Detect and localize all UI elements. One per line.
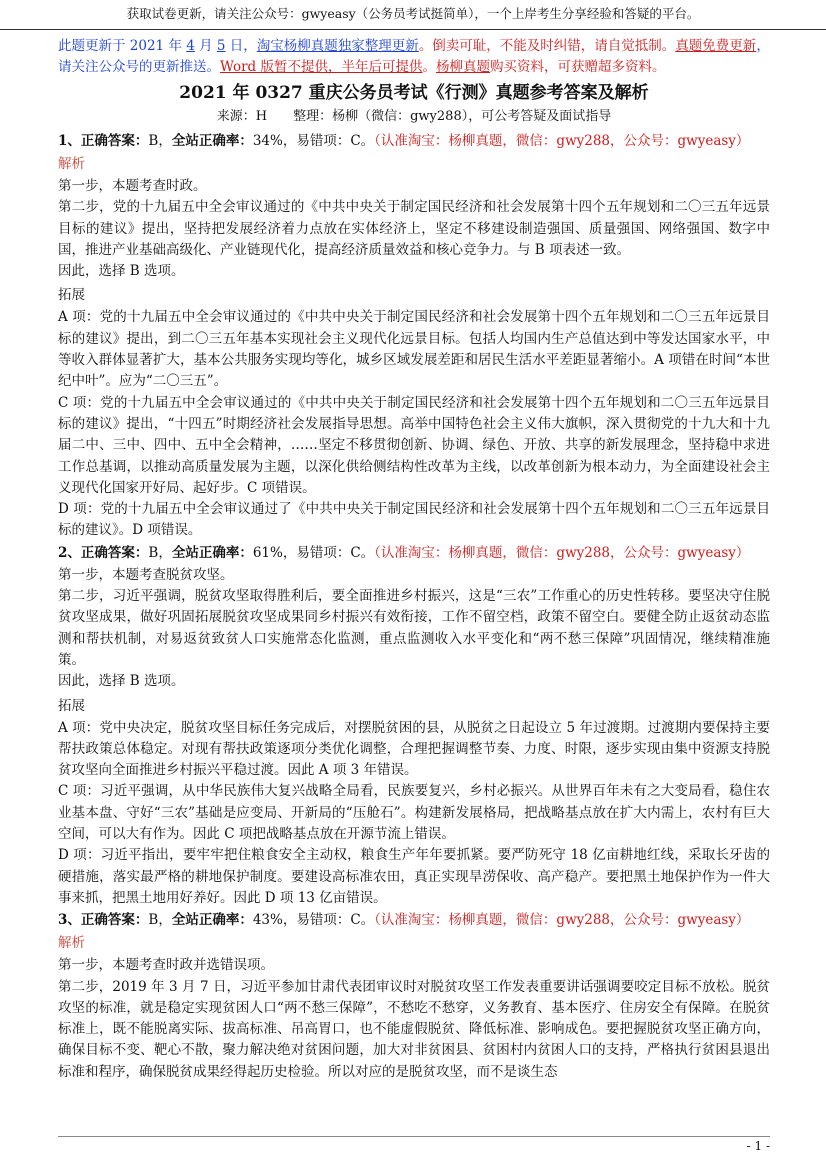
footer-divider — [58, 1136, 770, 1137]
page-number: - 1 - — [746, 1139, 770, 1153]
rate-label: 全站正确率： — [171, 133, 253, 149]
rate-value: 43%，易错项：C。 — [252, 912, 375, 929]
question-header — [58, 130, 770, 153]
document-body — [58, 36, 770, 1083]
expand-label: 拓展 — [58, 287, 85, 304]
expand-paragraph: D 项：习近平指出，要牢牢把住粮食安全主动权，粮食生产年年要抓紧。要严防死守 18 亿亩耕地红线，采取长牙齿的硬措施，落实最严格的耕地保护制度。要建设高标准农田，真正实现旱涝保收、高产稳产。要把黑土地保护作为一件大事来抓，把黑土地用好养好。因此 D 项 13 亿亩错误。 — [58, 847, 770, 906]
expand-paragraph: A 项：党中央决定，脱贫攻坚目标任务完成后，对摆脱贫困的县，从脱贫之日起设立 5 年过渡期。过渡期内要保持主要帮扶政策总体稳定。对现有帮扶政策逐项分类优化调整，合理把握调整节奏、力度、时限，逐步实现由集中资源支持脱贫攻坚向全面推进乡村振兴平稳过渡。因此 A 项 3 年错误。 — [58, 719, 770, 779]
top-banner — [0, 0, 826, 30]
page-title: 2021 年 0327 重庆公务员考试《行测》真题参考答案及解析 — [179, 83, 649, 103]
analysis-paragraph: 第二步，习近平强调，脱贫攻坚取得胜利后，要全面推进乡村振兴，这是“三农”工作重心的历史性转移。要坚决守住脱贫攻坚成果，做好巩固拓展脱贫攻坚成果同乡村振兴有效衔接，工作不留空档，政策不留空白。要健全防止返贫动态监测和帮扶机制，对易返贫致贫人口实施常态化监测，重点监测收入水平变化和“两不愁三保障”巩固情况，继续精准施策。 — [58, 588, 770, 668]
source-line: 来源：H 整理：杨柳（微信：gwy288），可公考答疑及面试指导 — [216, 109, 612, 124]
analysis-paragraph: 第一步，本题考查时政。 — [58, 178, 207, 194]
answer-label: 正确答案： — [80, 544, 149, 561]
promo-text: （认准淘宝：杨柳真题，微信：gwy288，公众号：gwyeasy） — [374, 133, 750, 149]
expand-label: 拓展 — [58, 697, 85, 714]
question-number: 2、 — [58, 544, 81, 561]
expand-paragraph: A 项：党的十九届五中全会审议通过的《中共中央关于制定国民经济和社会发展第十四个五年规划和二〇三五年远景目标的建议》提出，到二〇三五年基本实现社会主义现代化远景目标。包括人均国内生产总值达到中等发达国家水平，中等收入群体显著扩大，基本公共服务实现均等化，城乡区域发展差距和居民生活水平差距显著缩小。A 项错在时间“本世纪中叶”。应为“二〇三五”。 — [58, 309, 770, 390]
update-notice: 此题更新于 2021 年 4 月 5 日，淘宝杨柳真题独家整理更新。倒卖可耻，不能及时纠错，请自觉抵制。真题免费更新，请关注公众号的更新推送。Word 版暂不提供，半年后可提供。杨柳真题购买资料，可获赠超多资料。 — [58, 38, 770, 75]
answer-label: 正确答案： — [80, 912, 149, 929]
promo-text: （认准淘宝：杨柳真题，微信：gwy288，公众号：gwyeasy） — [374, 544, 750, 561]
analysis-label: 解析 — [58, 935, 85, 952]
rate-value: 61%，易错项：C。 — [252, 544, 375, 561]
expand-paragraph: C 项：习近平强调，从中华民族伟大复兴战略全局看，民族要复兴，乡村必振兴。从世界百年未有之大变局看，稳住农业基本盘、守好“三农”基础是应变局、开新局的“压舱石”。构建新发展格局，把战略基点放在扩大内需上，农村有巨大空间，可以大有作为。因此 C 项把战略基点放在开源节流上错误。 — [58, 783, 770, 843]
analysis-paragraph: 因此，选择 B 选项。 — [58, 673, 185, 690]
word-version-link[interactable]: Word 版暂不提供，半年后可提供 — [220, 59, 423, 75]
answer-label: 正确答案： — [80, 133, 149, 149]
question-header — [58, 542, 770, 565]
rate-label: 全站正确率： — [171, 544, 253, 561]
analysis-paragraph: 第二步，2019 年 3 月 7 日，习近平参加甘肃代表团审议时对脱贫攻坚工作发表重要讲话强调要咬定目标不放松。脱贫攻坚的标准，就是稳定实现贫困人口“两不愁三保障”，不愁吃不愁穿，义务教育、基本医疗、住房安全有保障。在脱贫标准上，既不能脱离实际、拔高标准、吊高胃口，也不能虚假脱贫、降低标准、影响成色。要把握脱贫攻坚正确方向，确保目标不变、靶心不散，聚力解决绝对贫困问题，加大对非贫困县、贫困村内贫困人口的支持，严格执行贫困县退出标准和程序，确保脱贫成果经得起历史检验。所以对应的是脱贫攻坚，而不是谈生态 — [58, 978, 770, 1080]
analysis-paragraph: 因此，选择 B 选项。 — [58, 263, 185, 280]
rate-value: 34%，易错项：C。 — [252, 133, 375, 149]
taobao-link[interactable]: 淘宝杨柳真题 — [256, 38, 338, 54]
free-update-link[interactable]: 真题免费更新 — [675, 38, 757, 54]
question-list — [58, 130, 770, 1083]
rate-label: 全站正确率： — [171, 912, 253, 929]
expand-paragraph: C 项：党的十九届五中全会审议通过的《中共中央关于制定国民经济和社会发展第十四个五年规划和二〇三五年远景目标的建议》提出，“十四五”时期经济社会发展指导思想。高举中国特色社会主义伟大旗帜，深入贯彻党的十九大和十九届二中、三中、四中、五中全会精神，……坚定不移贯彻创新、协调、绿色、开放、共享的新发展理念，坚持稳中求进工作总基调，以推动高质量发展为主题，以深化供给侧结构性改革为主线，以改革创新为根本动力，为全面建设社会主义现代化国家开好局、起好步。C 项错误。 — [58, 394, 770, 496]
expand-paragraph: D 项：党的十九届五中全会审议通过了《中共中央关于制定国民经济和社会发展第十四个五年规划和二〇三五年远景目标的建议》。D 项错误。 — [58, 501, 770, 539]
answer-value: B， — [148, 544, 172, 561]
promo-text: （认准淘宝：杨柳真题，微信：gwy288，公众号：gwyeasy） — [374, 912, 750, 929]
question-number: 3、 — [58, 912, 81, 929]
answer-value: B， — [148, 912, 172, 929]
analysis-paragraph: 第一步，本题考查脱贫攻坚。 — [58, 566, 234, 583]
question-number: 1、 — [58, 133, 81, 149]
top-banner-text: 获取试卷更新，请关注公众号：gwyeasy（公务员考试挺简单），一个上岸考生分享经验和答疑的平台。 — [126, 6, 700, 21]
exclusive-update-link[interactable]: 独家整理更新 — [337, 38, 419, 54]
answer-value: B， — [148, 133, 172, 149]
question-header — [58, 909, 770, 932]
analysis-label: 解析 — [58, 156, 85, 172]
analysis-paragraph: 第二步，党的十九届五中全会审议通过的《中共中央关于制定国民经济和社会发展第十四个五年规划和二〇三五年远景目标的建议》提出，坚持把发展经济着力点放在实体经济上，坚定不移建设制造强国、质量强国、网络强国、数字中国，推进产业基础高级化、产业链现代化，提高经济质量效益和核心竞争力。与 B 项表述一致。 — [58, 199, 770, 258]
analysis-paragraph: 第一步，本题考查时政并选错误项。 — [58, 957, 274, 974]
yangliu-link[interactable]: 杨柳真题 — [435, 59, 490, 75]
